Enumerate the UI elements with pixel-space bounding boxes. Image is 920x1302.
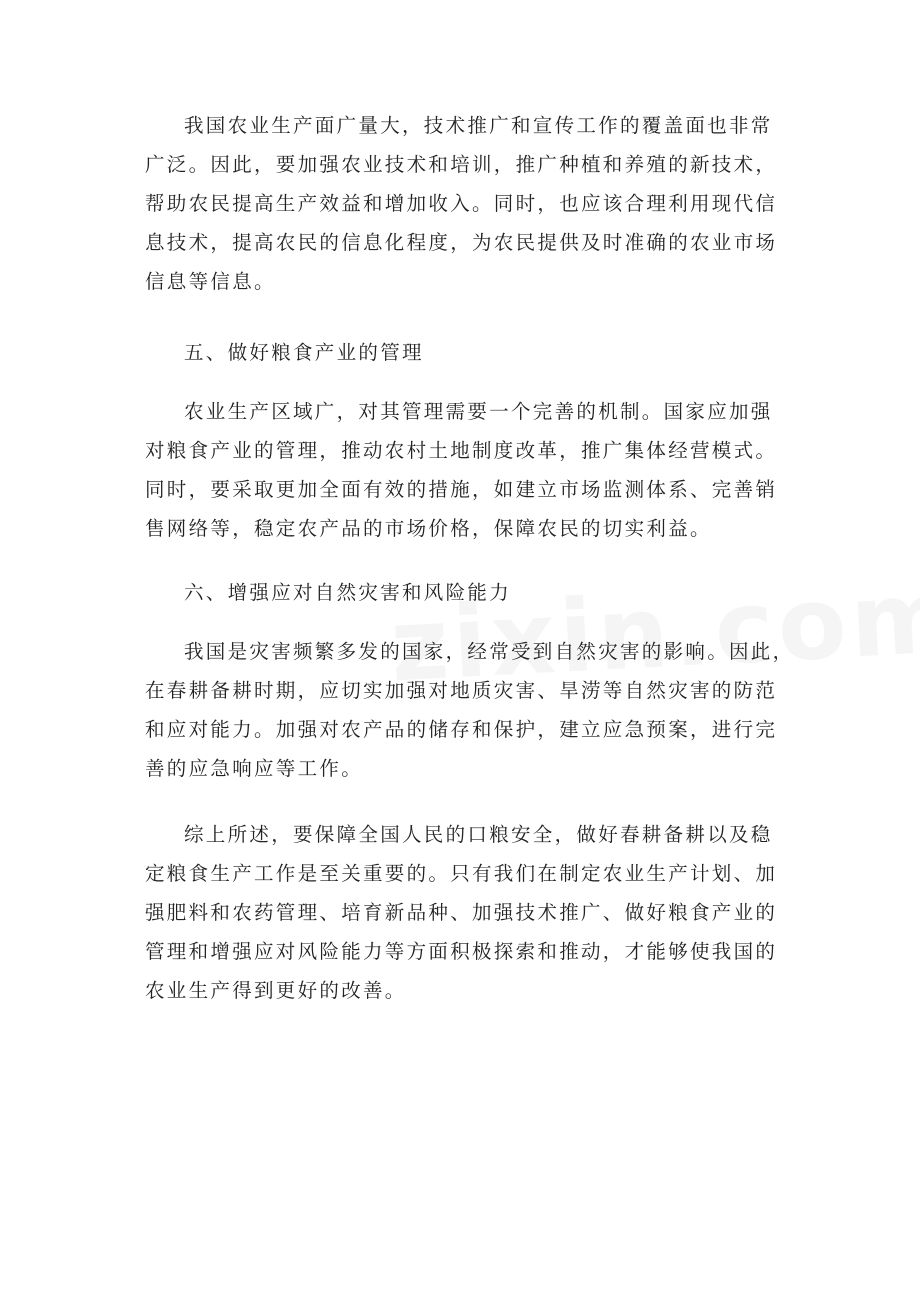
paragraph-3-line-4: 善的应急响应等工作。 [145, 757, 364, 780]
paragraph-1-line-2: 广泛。因此，要加强农业技术和培训，推广种植和养殖的新技术， [145, 153, 778, 176]
paragraph-1-line-5: 信息等信息。 [145, 270, 276, 293]
paragraph-2-line-1: 农业生产区域广，对其管理需要一个完善的机制。国家应加强 [184, 400, 773, 423]
paragraph-4-line-3: 强肥料和农药管理、培育新品种、加强技术推广、做好粮食产业的 [145, 901, 778, 924]
paragraph-4-line-2: 定粮食生产工作是至关重要的。只有我们在制定农业生产计划、加 [145, 862, 778, 885]
paragraph-4-line-4: 管理和增强应对风险能力等方面积极探索和推动，才能够使我国的 [145, 940, 778, 963]
paragraph-1-line-1: 我国农业生产面广量大，技术推广和宣传工作的覆盖面也非常 [184, 114, 773, 137]
paragraph-2-line-4: 售网络等，稳定农产品的市场价格，保障农民的切实利益。 [145, 517, 712, 540]
section-heading-5: 五、做好粮食产业的管理 [184, 341, 424, 364]
paragraph-2-line-2: 对粮食产业的管理，推动农村土地制度改革，推广集体经营模式。 [145, 439, 778, 462]
paragraph-4-line-1: 综上所述，要保障全国人民的口粮安全，做好春耕备耕以及稳 [184, 823, 773, 846]
section-heading-6: 六、增强应对自然灾害和风险能力 [184, 581, 512, 604]
paragraph-1-line-4: 息技术，提高农民的信息化程度，为农民提供及时准确的农业市场 [145, 231, 778, 254]
paragraph-3-line-3: 和应对能力。加强对农产品的储存和保护，建立应急预案，进行完 [145, 718, 778, 741]
paragraph-4-line-5: 农业生产得到更好的改善。 [145, 979, 407, 1002]
paragraph-3-line-1: 我国是灾害频繁多发的国家，经常受到自然灾害的影响。因此， [184, 640, 795, 663]
paragraph-3-line-2: 在春耕备耕时期，应切实加强对地质灾害、旱涝等自然灾害的防范 [145, 679, 778, 702]
paragraph-1-line-3: 帮助农民提高生产效益和增加收入。同时，也应该合理利用现代信 [145, 192, 778, 215]
paragraph-2-line-3: 同时，要采取更加全面有效的措施，如建立市场监测体系、完善销 [145, 478, 778, 501]
